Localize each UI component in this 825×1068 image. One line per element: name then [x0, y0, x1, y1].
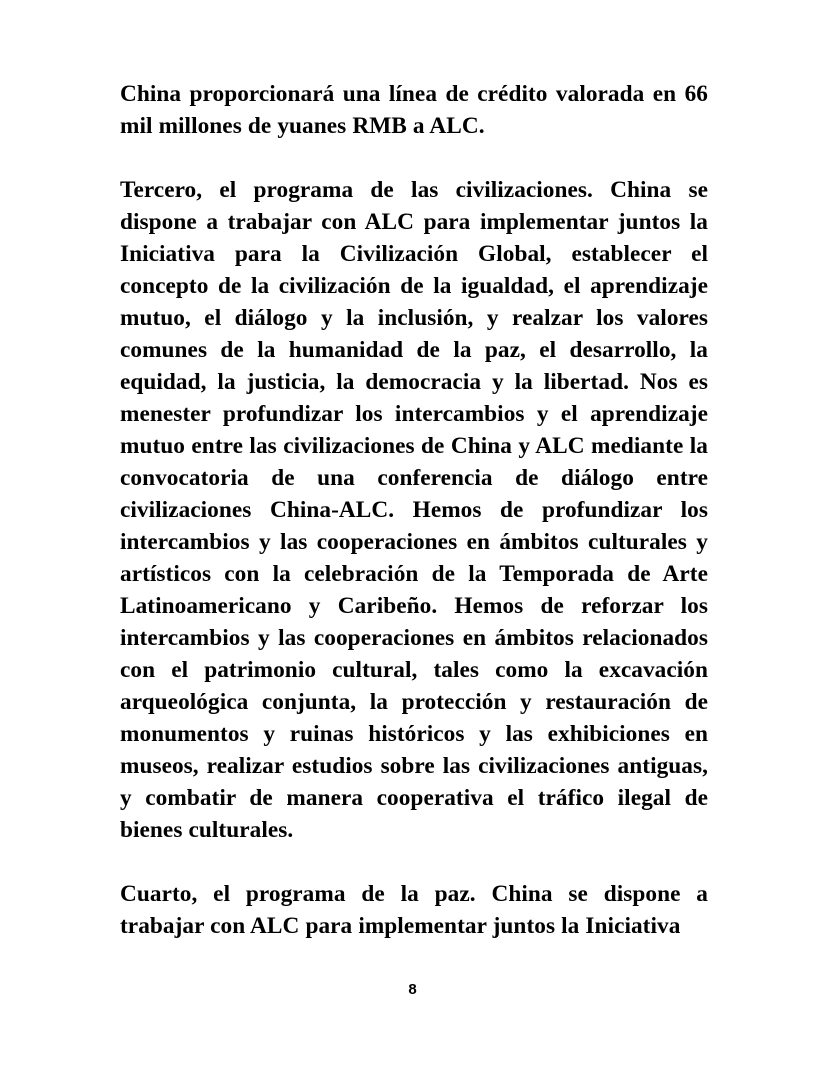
document-body: [120, 78, 708, 942]
paragraph-peace-program: Cuarto, el programa de la paz. China se dispone a trabajar con ALC para implementar juntos la Iniciativa: [120, 881, 708, 939]
paragraph-civilizations-program: Tercero, el programa de las civilizaciones. China se dispone a trabajar con ALC para implementar juntos la Iniciativa para la Civilización Global, establecer el concepto de la civilización de la igualdad, el aprendizaje mutuo, el diálogo y la inclusión, y realzar los valores comunes de la humanidad de la paz, el desarrollo, la equidad, la justicia, la democracia y la libertad. Nos es menester profundizar los intercambios y el aprendizaje mutuo entre las civilizaciones de China y ALC mediante la convocatoria de una conferencia de diálogo entre civilizaciones China-ALC. Hemos de profundizar los intercambios y las cooperaciones en ámbitos culturales y artísticos con la celebración de la Temporada de Arte Latinoamericano y Caribeño. Hemos de reforzar los intercambios y las cooperaciones en ámbitos relacionados con el patrimonio cultural, tales como la excavación arqueológica conjunta, la protección y restauración de monumentos y ruinas históricos y las exhibiciones en museos, realizar estudios sobre las civilizaciones antiguas, y combatir de manera cooperativa el tráfico ilegal de bienes culturales.: [120, 177, 708, 843]
page-number: 8: [408, 981, 417, 998]
paragraph-credit-line: China proporcionará una línea de crédito valorada en 66 mil millones de yuanes RMB a ALC.: [120, 81, 708, 139]
